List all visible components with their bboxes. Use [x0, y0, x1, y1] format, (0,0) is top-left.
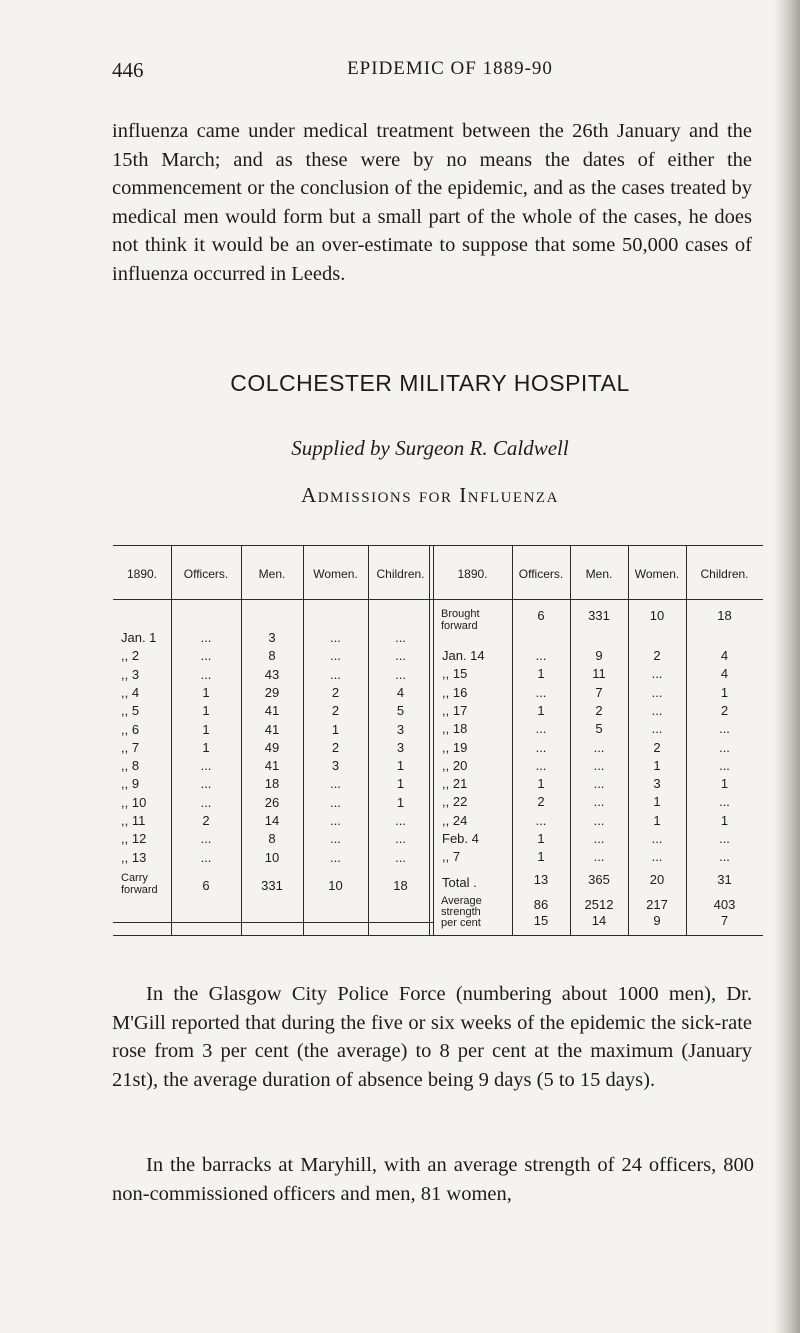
carry-forward-value: 10 [328, 878, 343, 893]
page-number: 446 [112, 58, 144, 82]
table-value-cell: 4 [396, 684, 405, 700]
table-value-cell: ... [593, 849, 605, 865]
average-percent-value: 15 [533, 913, 549, 928]
table-value-cell: 9 [595, 648, 603, 663]
table-value-cell: ... [395, 630, 406, 645]
total-value: 31 [717, 872, 732, 887]
table-header-cell: Officers. [518, 567, 564, 581]
average-percent-value: 14 [591, 913, 607, 928]
table-value-cell: 26 [264, 794, 280, 810]
table-value-cell: 18 [264, 776, 280, 792]
table-value-cell: ... [200, 630, 212, 645]
page-header [0, 58, 800, 88]
brought-forward-value: 18 [717, 608, 732, 623]
table-value-cell: 49 [264, 739, 280, 755]
table-column-rule [171, 545, 172, 935]
carry-forward-label: Carry [121, 872, 148, 884]
table-date-cell: ,, 7 [121, 739, 140, 755]
table-value-cell: ... [593, 757, 605, 773]
table-value-cell: ... [719, 849, 730, 865]
table-date-cell: ,, 20 [442, 757, 468, 773]
table-value-cell: 1 [720, 684, 729, 700]
table-value-cell: ... [593, 794, 605, 810]
average-percent-value: 7 [720, 913, 729, 928]
table-value-cell: 1 [537, 702, 545, 718]
table-value-cell: ... [330, 831, 341, 847]
table-date-cell: ,, 4 [121, 684, 140, 700]
table-date-cell: Jan. 1 [121, 630, 157, 645]
table-value-cell: 1 [202, 684, 210, 700]
table-value-cell: 3 [396, 721, 405, 737]
table-value-cell: 1 [331, 721, 340, 737]
table-header-cell: Children. [376, 567, 425, 581]
table-value-cell: ... [200, 794, 212, 810]
table-column-rule [433, 545, 434, 935]
table-date-cell: ,, 24 [442, 812, 468, 828]
table-value-cell: ... [200, 666, 212, 682]
table-date-cell: ,, 3 [121, 666, 140, 682]
average-strength-value: 217 [646, 897, 668, 912]
table-border-top [113, 545, 763, 546]
table-value-cell: ... [535, 721, 547, 737]
table-value-cell: 5 [396, 703, 405, 719]
table-value-cell: ... [330, 648, 341, 664]
table-date-cell: ,, 5 [121, 703, 140, 719]
table-value-cell: ... [395, 849, 406, 865]
table-header-cell: Officers. [183, 567, 229, 581]
table-date-cell: ,, 6 [121, 721, 140, 737]
total-label: Total . [442, 875, 477, 890]
table-date-cell: ,, 11 [121, 813, 146, 828]
table-value-cell: 1 [396, 758, 405, 774]
table-date-cell: ,, 17 [442, 702, 468, 718]
average-percent-value: 9 [653, 913, 661, 928]
table-value-cell: ... [593, 831, 605, 846]
table-date-cell: ,, 7 [442, 849, 461, 865]
table-value-cell: 2 [653, 648, 661, 663]
table-date-cell: ,, 8 [121, 758, 140, 774]
table-value-cell: ... [535, 757, 547, 773]
paragraph-leeds: influenza came under medical treatment between the 26th January and the 15th March; and as these were by no means the dates of either the commencement or the conclusion of the epidemic, and as the cases treated by medical men would form but a small part of the whole of the cases, he does not think it would be an over-estimate to suppose that some 50,000 cases of influenza occurred in Leeds. [112, 120, 752, 285]
table-title: Admissions for Influenza [301, 483, 559, 507]
carry-forward-value: 331 [261, 878, 283, 893]
table-value-cell: 8 [268, 831, 276, 847]
table-value-cell: 41 [264, 758, 280, 774]
table-value-cell: ... [651, 831, 663, 846]
table-column-rule [303, 545, 304, 935]
running-title: EPIDEMIC OF 1889-90 [347, 58, 553, 79]
table-date-cell: ,, 10 [121, 794, 147, 810]
average-label: per cent [441, 917, 481, 929]
table-value-cell: 7 [595, 684, 603, 700]
table-value-cell: 1 [537, 831, 545, 846]
table-date-cell: Jan. 14 [442, 648, 485, 663]
table-value-cell: ... [719, 831, 730, 846]
table-value-cell: 1 [653, 757, 661, 773]
table-value-cell: ... [330, 794, 341, 810]
table-value-cell: ... [200, 849, 212, 865]
paragraph-glasgow: In the Glasgow City Police Force (numbering about 1000 men), Dr. M'Gill reported that during the five or six weeks of the epidemic the sick-rate rose from 3 per cent (the average) to 8 per cent at the maximum (January 21st), the average duration of absence being 9 days (5 to 15 days). [112, 983, 752, 1091]
hospital-title: COLCHESTER MILITARY HOSPITAL [230, 370, 630, 396]
table-value-cell: ... [200, 776, 212, 792]
table-date-cell: ,, 2 [121, 648, 140, 664]
table-value-cell: ... [395, 666, 406, 682]
table-value-cell: ... [200, 831, 212, 847]
carry-forward-value: 6 [202, 878, 210, 893]
table-value-cell: ... [330, 849, 341, 865]
table-value-cell: ... [535, 684, 547, 700]
total-value: 365 [588, 872, 610, 887]
table-value-cell: ... [651, 721, 663, 737]
table-date-cell: ,, 16 [442, 684, 468, 700]
table-date-cell: ,, 13 [121, 849, 147, 865]
table-value-cell: 2 [331, 684, 340, 700]
table-value-cell: 1 [396, 776, 405, 792]
page-edge-shadow [774, 0, 800, 1333]
table-header-cell: Men. [585, 567, 613, 581]
table-value-cell: 8 [268, 648, 276, 664]
table-value-cell: 29 [264, 684, 280, 700]
table-date-cell: ,, 22 [442, 794, 468, 810]
table-value-cell: 2 [537, 794, 545, 810]
total-value: 20 [649, 872, 665, 887]
table-value-cell: ... [719, 757, 730, 773]
table-border-bottom [113, 935, 763, 936]
table-value-cell: 1 [537, 776, 545, 792]
table-date-cell: ,, 19 [442, 739, 468, 755]
table-column-rule [368, 545, 369, 935]
table-header-cell: 1890. [457, 567, 488, 581]
table-value-cell: ... [330, 776, 341, 792]
admissions-table [113, 545, 763, 935]
table-value-cell: 1 [202, 721, 210, 737]
table-date-cell: ,, 15 [442, 666, 468, 682]
table-header-cell: Men. [258, 567, 286, 581]
carry-forward-value: 18 [393, 878, 408, 893]
table-value-cell: 5 [595, 721, 603, 737]
table-value-cell: ... [395, 648, 406, 664]
table-value-cell: 3 [268, 630, 276, 645]
table-value-cell: ... [651, 702, 663, 718]
table-value-cell: 4 [720, 648, 729, 663]
table-value-cell: 41 [264, 703, 280, 719]
table-value-cell: ... [651, 684, 663, 700]
paragraph-maryhill: In the barracks at Maryhill, with an average strength of 24 officers, 800 non-commissioned officers and men, 81 women, [112, 1154, 754, 1205]
average-strength-value: 86 [533, 897, 549, 912]
brought-forward-label: Brought [441, 608, 480, 620]
table-value-cell: ... [330, 666, 341, 682]
table-value-cell: ... [593, 776, 605, 792]
average-label: Average [441, 895, 482, 907]
table-value-cell: 4 [720, 666, 729, 682]
table-header-cell: Women. [313, 567, 358, 581]
table-value-cell: ... [651, 849, 663, 865]
table-value-cell: 1 [720, 776, 729, 792]
table-value-cell: 2 [720, 702, 729, 718]
table-date-cell: ,, 12 [121, 831, 147, 847]
table-value-cell: 1 [202, 703, 210, 719]
table-value-cell: 43 [264, 666, 280, 682]
table-date-cell: Feb. 4 [442, 831, 479, 846]
average-strength-value: 2512 [584, 897, 614, 912]
table-value-cell: 11 [592, 666, 606, 682]
table-value-cell: 2 [202, 813, 210, 828]
brought-forward-value: 331 [588, 608, 610, 623]
table-value-cell: ... [395, 813, 406, 828]
table-value-cell: 3 [653, 776, 661, 792]
table-value-cell: 10 [264, 849, 280, 865]
table-header-rule [113, 599, 763, 600]
average-strength-value: 403 [713, 897, 736, 912]
table-header-cell: Children. [700, 567, 749, 581]
table-value-cell: 41 [264, 721, 280, 737]
table-value-cell: ... [719, 794, 730, 810]
table-value-cell: 1 [653, 812, 661, 828]
table-value-cell: ... [719, 739, 730, 755]
brought-forward-value: 6 [537, 608, 545, 623]
average-label: strength [441, 906, 481, 918]
table-value-cell: ... [200, 648, 212, 664]
brought-forward-label: forward [441, 620, 478, 632]
supplied-by: Supplied by Surgeon R. Caldwell [291, 436, 569, 460]
table-value-cell: ... [651, 666, 663, 682]
table-value-cell: ... [593, 739, 605, 755]
total-value: 13 [533, 872, 549, 887]
table-value-cell: 1 [720, 812, 729, 828]
table-value-cell: 2 [653, 739, 661, 755]
table-value-cell: ... [330, 630, 341, 645]
table-value-cell: 1 [537, 666, 545, 682]
table-value-cell: 1 [537, 849, 545, 865]
table-value-cell: 2 [331, 703, 340, 719]
table-date-cell: ,, 21 [442, 776, 468, 792]
table-header-cell: 1890. [126, 567, 158, 581]
table-value-cell: ... [395, 831, 406, 847]
table-value-cell: 3 [396, 739, 405, 755]
table-value-cell: 1 [653, 794, 661, 810]
table-value-cell: 2 [595, 702, 603, 718]
table-value-cell: ... [330, 813, 341, 828]
table-value-cell: 1 [396, 794, 405, 810]
brought-forward-value: 10 [649, 608, 665, 623]
carry-forward-label: forward [121, 884, 158, 896]
table-value-cell: 2 [331, 739, 340, 755]
table-value-cell: ... [200, 758, 212, 774]
table-value-cell: ... [593, 812, 605, 828]
table-date-cell: ,, 9 [121, 776, 140, 792]
table-value-cell: 1 [202, 739, 210, 755]
table-header-cell: Women. [634, 567, 680, 581]
table-date-cell: ,, 18 [442, 721, 468, 737]
table-value-cell: ... [535, 648, 547, 663]
table-value-cell: ... [535, 739, 547, 755]
table-carry-rule [113, 922, 433, 923]
table-value-cell: ... [535, 812, 547, 828]
table-value-cell: ... [719, 721, 730, 737]
table-value-cell: 3 [331, 758, 340, 774]
table-value-cell: 14 [264, 813, 280, 828]
